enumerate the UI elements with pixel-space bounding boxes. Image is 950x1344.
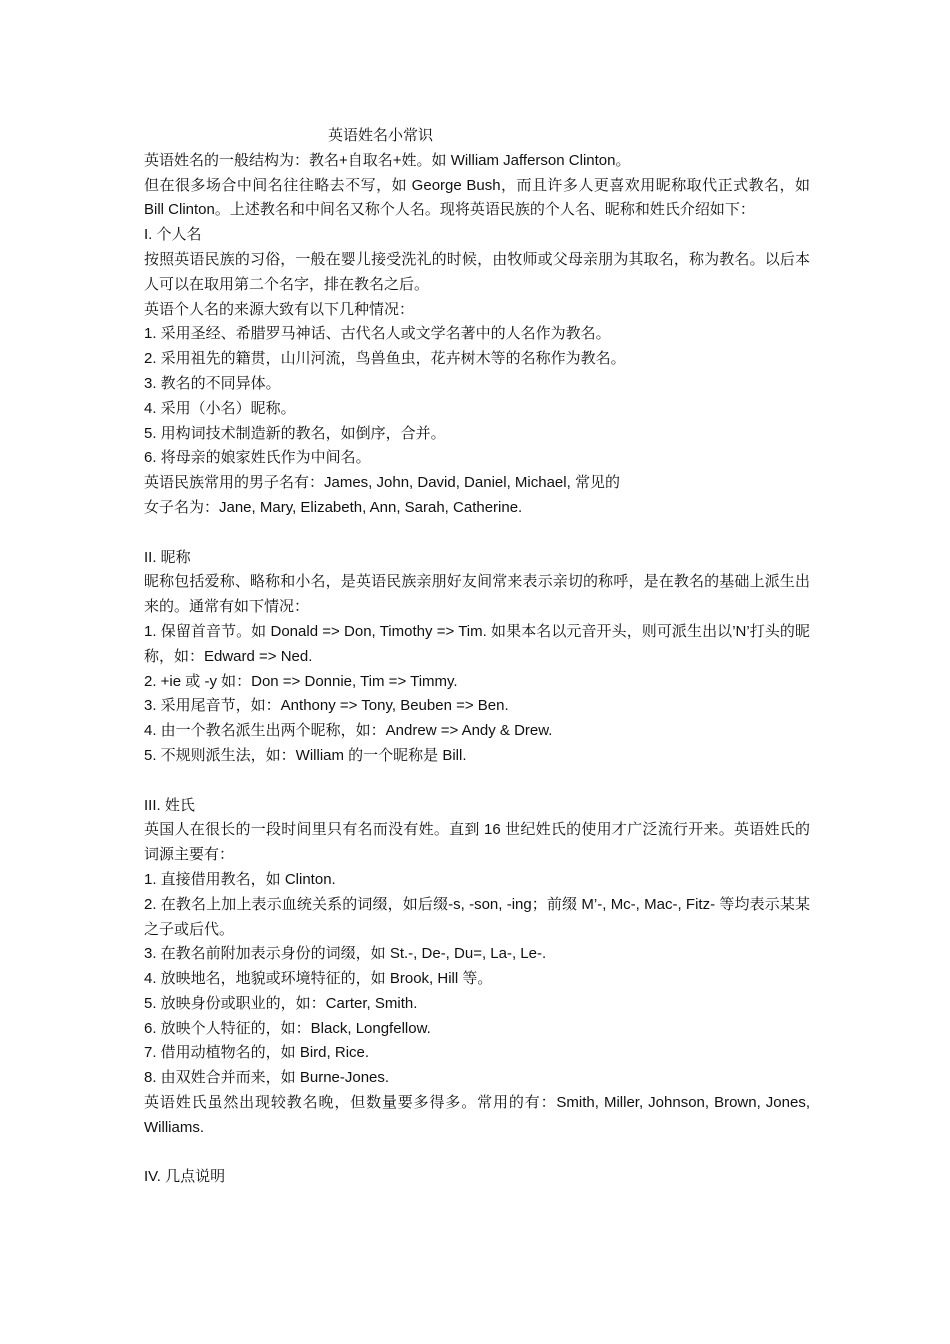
list-item: 4. 由一个教名派生出两个昵称，如：Andrew => Andy & Drew. (144, 722, 553, 740)
blank-line (144, 521, 810, 546)
blank-line (144, 769, 810, 794)
list-item: 3. 在教名前附加表示身份的词缀，如 St.-, De-, Du=, La-, Le-. (144, 945, 547, 963)
list-item: 8. 由双姓合并而来，如 Burne-Jones. (144, 1069, 390, 1087)
paragraph: 英语个人名的来源大致有以下几种情况： (144, 300, 415, 318)
paragraph: 昵称包括爱称、略称和小名，是英语民族亲朋好友间常来表示亲切的称呼，是在教名的基础上派生出来的。通常有如下情况： (144, 573, 810, 616)
intro-paragraph: 但在很多场合中间名往往略去不写，如 George Bush，而且许多人更喜欢用昵称取代正式教名，如 Bill Clinton。上述教名和中间名又称个人名。现将英语民族的个人名、昵称和姓氏介绍如下： (144, 176, 810, 219)
list-item: 1. 采用圣经、希腊罗马神话、古代名人或文学名著中的人名作为教名。 (144, 325, 611, 343)
section-heading: II. 昵称 (144, 548, 191, 566)
list-item: 5. 用构词技术制造新的教名，如倒序，合并。 (144, 424, 446, 442)
list-item: 4. 采用（小名）昵称。 (144, 399, 296, 417)
blank-line (144, 1141, 810, 1166)
list-item: 2. +ie 或 -y 如：Don => Donnie, Tim => Timmy. (144, 672, 458, 690)
list-item: 6. 放映个人特征的，如：Black, Longfellow. (144, 1019, 431, 1037)
paragraph: 英语民族常用的男子名有：James, John, David, Daniel, Michael, 常见的 (144, 474, 620, 492)
list-item: 6. 将母亲的娘家姓氏作为中间名。 (144, 449, 371, 467)
list-item: 5. 放映身份或职业的，如：Carter, Smith. (144, 994, 418, 1012)
paragraph: 按照英语民族的习俗，一般在婴儿接受洗礼的时候，由牧师或父母亲朋为其取名，称为教名。以后本人可以在取用第二个名字，排在教名之后。 (144, 250, 810, 293)
list-item: 4. 放映地名，地貌或环境特征的，如 Brook, Hill 等。 (144, 970, 493, 988)
section-heading: I. 个人名 (144, 226, 202, 244)
document-title: 英语姓名小常识 (328, 127, 434, 144)
section-heading: III. 姓氏 (144, 796, 195, 814)
document-body (144, 124, 810, 1190)
list-item: 2. 采用祖先的籍贯，山川河流，鸟兽鱼虫，花卉树木等的名称作为教名。 (144, 350, 626, 368)
section-heading: IV. 几点说明 (144, 1168, 226, 1186)
list-item: 1. 保留首音节。如 Donald => Don, Timothy => Tim. 如果本名以元音开头，则可派生出以’N’打头的昵称，如：Edward => Ned. (144, 622, 810, 665)
list-item: 2. 在教名上加上表示血统关系的词缀，如后缀-s, -son, -ing；前缀 M’-, Mc-, Mac-, Fitz- 等均表示某某之子或后代。 (144, 895, 810, 938)
list-item: 7. 借用动植物名的，如 Bird, Rice. (144, 1044, 370, 1062)
paragraph: 英国人在很长的一段时间里只有名而没有姓。直到 16 世纪姓氏的使用才广泛流行开来。英语姓氏的词源主要有： (144, 821, 810, 864)
list-item: 1. 直接借用教名，如 Clinton. (144, 870, 336, 888)
list-item: 3. 教名的不同异体。 (144, 374, 281, 392)
paragraph: 女子名为：Jane, Mary, Elizabeth, Ann, Sarah, Catherine. (144, 498, 523, 516)
intro-paragraph: 英语姓名的一般结构为：教名+自取名+姓。如 William Jafferson Clinton。 (144, 151, 631, 169)
list-item: 5. 不规则派生法，如：William 的一个昵称是 Bill. (144, 746, 467, 764)
paragraph: 英语姓氏虽然出现较教名晚，但数量要多得多。常用的有：Smith, Miller, Johnson, Brown, Jones, Williams. (144, 1094, 810, 1136)
list-item: 3. 采用尾音节，如：Anthony => Tony, Beuben => Ben. (144, 697, 509, 715)
